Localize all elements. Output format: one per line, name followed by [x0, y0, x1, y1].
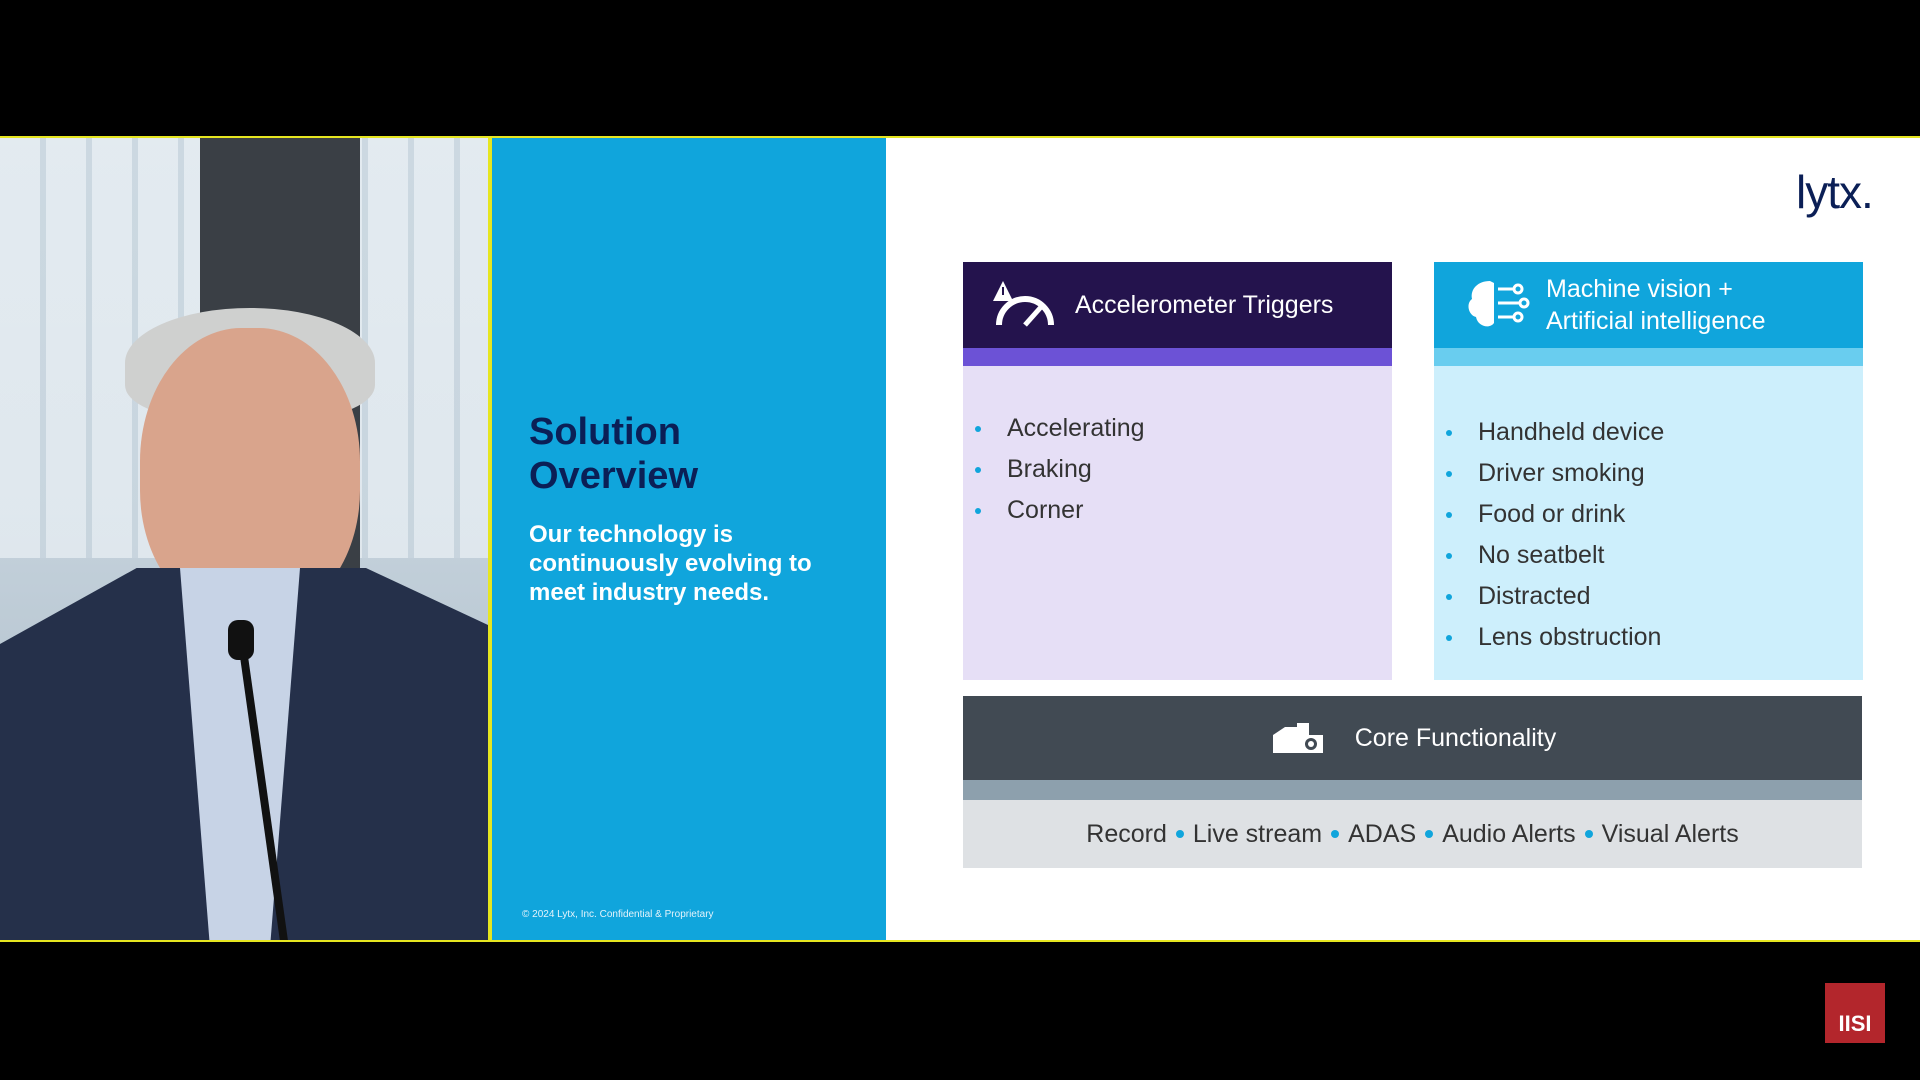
bullet-icon — [1446, 635, 1452, 641]
slide-subtitle: Our technology is continuously evolving to meet industry needs. — [529, 521, 812, 606]
separator-dot-icon — [1331, 830, 1339, 838]
slide-title: Solution Overview — [529, 411, 698, 497]
list-item: Corner — [975, 490, 1145, 531]
separator-dot-icon — [1585, 830, 1593, 838]
accelerometer-card-header — [963, 262, 1392, 348]
copyright-text: © 2024 Lytx, Inc. Confidential & Proprietary — [522, 909, 714, 920]
list-item: Handheld device — [1446, 412, 1664, 453]
machine-vision-list — [1446, 412, 1664, 658]
bullet-icon — [975, 467, 981, 473]
bullet-icon — [1446, 430, 1452, 436]
list-item: Distracted — [1446, 576, 1664, 617]
bullet-icon — [1446, 512, 1452, 518]
bullet-icon — [975, 426, 981, 432]
bullet-icon — [975, 508, 981, 514]
dashcam-icon — [1269, 721, 1327, 755]
lytx-logo: lytx. — [1796, 166, 1873, 218]
ai-brain-icon — [1460, 277, 1530, 333]
list-item: Lens obstruction — [1446, 617, 1664, 658]
microphone-icon — [228, 620, 254, 660]
core-functionality-card — [963, 696, 1862, 868]
list-item: Accelerating — [975, 408, 1145, 449]
core-functionality-items — [963, 800, 1862, 868]
core-functionality-title: Core Functionality — [1354, 723, 1557, 752]
speedometer-alert-icon — [989, 277, 1059, 333]
list-item: No seatbelt — [1446, 535, 1664, 576]
core-item: ADAS — [1348, 819, 1417, 848]
core-item: Visual Alerts — [1601, 819, 1739, 848]
separator-dot-icon — [1425, 830, 1433, 838]
speaker-video — [0, 138, 488, 940]
broadcaster-logo: IISI — [1825, 983, 1885, 1043]
list-item: Driver smoking — [1446, 453, 1664, 494]
bullet-icon — [1446, 553, 1452, 559]
machine-vision-card-title: Machine vision + Artificial intelligence — [1546, 275, 1766, 335]
bullet-icon — [1446, 594, 1452, 600]
bullet-icon — [1446, 471, 1452, 477]
list-item: Food or drink — [1446, 494, 1664, 535]
core-item: Live stream — [1192, 819, 1323, 848]
core-item: Record — [1086, 819, 1167, 848]
list-item: Braking — [975, 449, 1145, 490]
machine-vision-card-header — [1434, 262, 1863, 348]
accelerometer-list — [975, 408, 1145, 531]
accelerometer-card-band — [963, 348, 1392, 366]
accelerometer-card-title: Accelerometer Triggers — [1075, 290, 1334, 319]
core-functionality-header — [963, 696, 1862, 780]
core-item: Audio Alerts — [1442, 819, 1576, 848]
separator-dot-icon — [1176, 830, 1184, 838]
machine-vision-card-band — [1434, 348, 1863, 366]
core-functionality-band — [963, 780, 1862, 800]
